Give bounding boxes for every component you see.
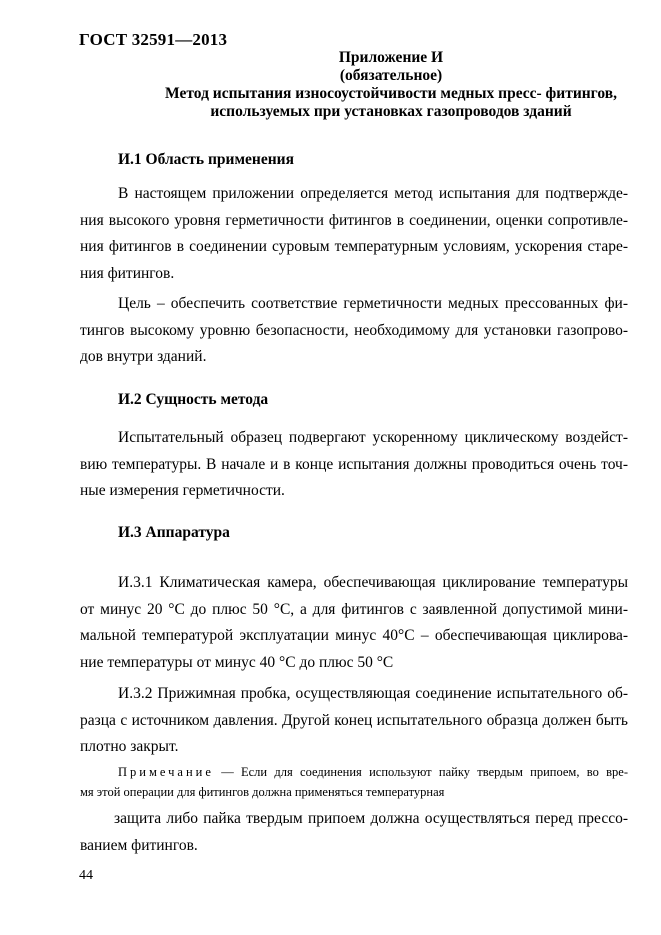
text-line: ные измерения герметичности. <box>80 482 285 499</box>
section-1-paragraph-1 <box>80 181 628 287</box>
text-line: И.3.2 Прижимная пробка, осуществляющая соединение испытательного об- <box>118 685 628 702</box>
annex-label: Приложение И <box>338 49 444 66</box>
text-line: ние температуры от минус 40 °С до плюс 50 °С <box>80 653 394 671</box>
section-2-paragraph-1 <box>80 425 628 505</box>
note-block <box>80 762 628 802</box>
section-3-paragraph-1 <box>80 570 628 676</box>
annex-header <box>80 49 640 121</box>
section-heading-3: И.3 Аппаратура <box>118 524 230 541</box>
note-label: Примечание <box>118 765 214 779</box>
text-line: ния высокого уровня герметичности фитингов в соединении, оценки сопротивле- <box>80 211 628 229</box>
section-heading-2: И.2 Сущность метода <box>118 391 269 408</box>
text-line: ния фитингов. <box>80 264 175 282</box>
note-line: мя этой операции для фитингов должна применяться температурная <box>80 785 445 799</box>
text-line: плотно закрыт. <box>80 738 179 755</box>
text-line: дов внутри зданий. <box>80 348 207 365</box>
text-line: ванием фитингов. <box>80 836 198 854</box>
section-1-paragraph-2 <box>80 291 628 371</box>
page-number: 44 <box>79 868 93 883</box>
note-line <box>80 762 628 782</box>
text-line: разца с источником давления. Другой конец испытательного образца должен быть <box>80 711 628 729</box>
annex-status: (обязательное) <box>339 67 443 84</box>
section-3-paragraph-3 <box>80 806 628 859</box>
section-heading-1: И.1 Область применения <box>118 151 294 168</box>
annex-title-line-2: используемых при установках газопроводов зданий <box>210 103 572 120</box>
text-line: защита либо пайка твердым припоем должна осуществляться перед прессо- <box>114 810 628 827</box>
text-line: Цель – обеспечить соответствие герметичности медных прессованных фи- <box>118 295 628 312</box>
text-line: В настоящем приложении определяется метод испытания для подтвержде- <box>118 185 628 202</box>
note-text: — Если для соединения используют пайку твердым припоем, во вре- <box>213 765 628 779</box>
text-line: от минус 20 °С до плюс 50 °С, а для фитингов с заявленной допустимой мини- <box>80 600 628 618</box>
text-line: ния фитингов в соединении суровым температурным условиям, ускорения старе- <box>80 238 628 255</box>
text-line: вию температуры. В начале и в конце испытания должны проводиться очень точ- <box>80 455 628 473</box>
standard-code: ГОСТ 32591—2013 <box>79 30 228 49</box>
text-line: мальной температурой эксплуатации минус 40°С – обеспечивающая циклирова- <box>80 627 628 644</box>
text-line: И.3.1 Климатическая камера, обеспечивающая циклирование температуры <box>118 574 628 591</box>
section-3-paragraph-2 <box>80 681 628 761</box>
annex-title-line-1: Метод испытания износоустойчивости медных пресс- фитингов, <box>165 85 617 102</box>
text-line: тингов высокому уровню безопасности, необходимому для установки газопрово- <box>80 321 628 339</box>
text-line: Испытательный образец подвергают ускоренному циклическому воздейст- <box>118 429 628 446</box>
